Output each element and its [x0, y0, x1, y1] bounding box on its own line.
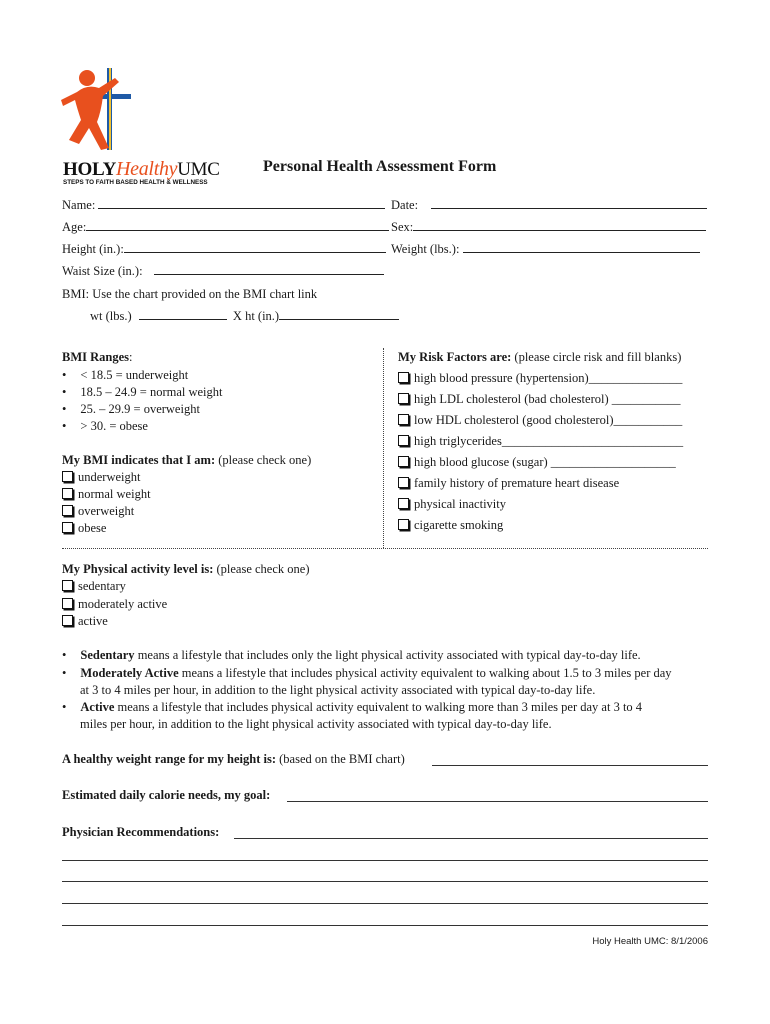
bmi-option-overweight[interactable]: overweight [62, 504, 134, 519]
bmi-indicates-note: (please check one) [218, 453, 312, 467]
activity-option-sedentary[interactable]: sedentary [62, 579, 126, 594]
logo-tagline: STEPS TO FAITH BASED HEALTH & WELLNESS [63, 179, 208, 186]
definition-moderately-active: • Moderately Active means a lifestyle that includes physical activity equivalent to walking about 1.5 to 3 miles per day [62, 666, 672, 680]
checkbox-icon[interactable] [398, 456, 409, 467]
list-item: • 18.5 – 24.9 = normal weight [62, 385, 223, 399]
risk-item-family-history[interactable]: family history of premature heart disease [398, 476, 619, 491]
list-item: • > 30. = obese [62, 419, 148, 433]
healthy-weight-note: (based on the BMI chart) [279, 752, 405, 766]
list-item: • < 18.5 = underweight [62, 368, 189, 382]
page-title: Personal Health Assessment Form [263, 158, 497, 175]
weight-field[interactable] [463, 241, 700, 253]
age-label: Age: [62, 220, 87, 234]
waist-field[interactable] [154, 263, 384, 275]
activity-option-active[interactable]: active [62, 614, 108, 629]
checkbox-icon[interactable] [62, 488, 73, 499]
date-label: Date: [391, 198, 419, 212]
logo [55, 62, 235, 187]
date-field[interactable] [431, 197, 707, 209]
checkbox-icon[interactable] [398, 435, 409, 446]
xht-label: X ht (in.) [232, 309, 280, 323]
checkbox-icon[interactable] [62, 505, 73, 516]
checkbox-icon[interactable] [62, 598, 73, 609]
calorie-field[interactable] [287, 801, 708, 802]
physician-label: Physician Recommendations: [62, 825, 220, 839]
checkbox-icon[interactable] [62, 580, 73, 591]
checkbox-icon[interactable] [62, 471, 73, 482]
physician-line[interactable] [62, 881, 708, 882]
healthy-weight-label: A healthy weight range for my height is: [62, 752, 276, 766]
sex-label: Sex: [391, 220, 414, 234]
age-field[interactable] [86, 219, 389, 231]
checkbox-icon[interactable] [398, 519, 409, 530]
risk-factors-heading: My Risk Factors are: [398, 350, 512, 364]
risk-item-smoking[interactable]: cigarette smoking [398, 518, 503, 533]
logo-healthy: Healthy [116, 158, 178, 180]
logo-holy: HOLY [63, 159, 117, 180]
checkbox-icon[interactable] [62, 522, 73, 533]
vertical-divider [383, 348, 384, 548]
activity-note: (please check one) [216, 562, 310, 576]
waist-label: Waist Size (in.): [62, 264, 143, 278]
physician-field[interactable] [234, 838, 708, 839]
bmi-option-obese[interactable]: obese [62, 521, 106, 536]
logo-umc: UMC [177, 159, 220, 180]
bmi-option-normal[interactable]: normal weight [62, 487, 151, 502]
definition-active-cont: miles per hour, in addition to the light physical activity associated with typical day-to-day life. [80, 717, 552, 731]
xht-field[interactable] [279, 308, 399, 320]
risk-item-inactivity[interactable]: physical inactivity [398, 497, 506, 512]
logo-figure-icon [57, 62, 157, 157]
definition-active: • Active means a lifestyle that includes physical activity equivalent to walking more than 3 miles per day at 3 to 4 [62, 700, 643, 714]
bmi-option-underweight[interactable]: underweight [62, 470, 140, 485]
activity-heading: My Physical activity level is: [62, 562, 214, 576]
name-label: Name: [62, 198, 96, 212]
risk-item-triglycerides[interactable]: high triglycerides_____________________________ [398, 434, 683, 449]
physician-line[interactable] [62, 903, 708, 904]
risk-item-glucose[interactable]: high blood glucose (sugar) ____________________ [398, 455, 676, 470]
sex-field[interactable] [413, 219, 706, 231]
calorie-label: Estimated daily calorie needs, my goal: [62, 788, 271, 802]
checkbox-icon[interactable] [398, 372, 409, 383]
bmi-note: BMI: Use the chart provided on the BMI chart link [62, 287, 318, 301]
wt-field[interactable] [139, 308, 227, 320]
checkbox-icon[interactable] [62, 615, 73, 626]
bmi-indicates-heading: My BMI indicates that I am: [62, 453, 216, 467]
wt-label: wt (lbs.) [90, 309, 132, 323]
list-item: • 25. – 29.9 = overweight [62, 402, 200, 416]
horizontal-divider [62, 548, 708, 549]
risk-item-ldl[interactable]: high LDL cholesterol (bad cholesterol) ___________ [398, 392, 681, 407]
physician-line[interactable] [62, 925, 708, 926]
checkbox-icon[interactable] [398, 393, 409, 404]
risk-item-blood-pressure[interactable]: high blood pressure (hypertension)_______________ [398, 371, 682, 386]
physician-line[interactable] [62, 860, 708, 861]
checkbox-icon[interactable] [398, 477, 409, 488]
name-field[interactable] [98, 197, 385, 209]
risk-factors-note: (please circle risk and fill blanks) [514, 350, 682, 364]
definition-moderately-active-cont: at 3 to 4 miles per hour, in addition to the light physical activity associated with typical day-to-day life. [80, 683, 596, 697]
checkbox-icon[interactable] [398, 414, 409, 425]
activity-option-moderate[interactable]: moderately active [62, 597, 167, 612]
weight-label: Weight (lbs.): [391, 242, 460, 256]
definition-sedentary: • Sedentary means a lifestyle that includes only the light physical activity associated with typical day-to-day life. [62, 648, 641, 662]
healthy-weight-field[interactable] [432, 765, 708, 766]
height-label: Height (in.): [62, 242, 124, 256]
checkbox-icon[interactable] [398, 498, 409, 509]
risk-item-hdl[interactable]: low HDL cholesterol (good cholesterol)___________ [398, 413, 682, 428]
bmi-ranges-heading: BMI Ranges [62, 350, 130, 364]
footer-text: Holy Health UMC: 8/1/2006 [592, 936, 708, 947]
height-field[interactable] [124, 241, 386, 253]
